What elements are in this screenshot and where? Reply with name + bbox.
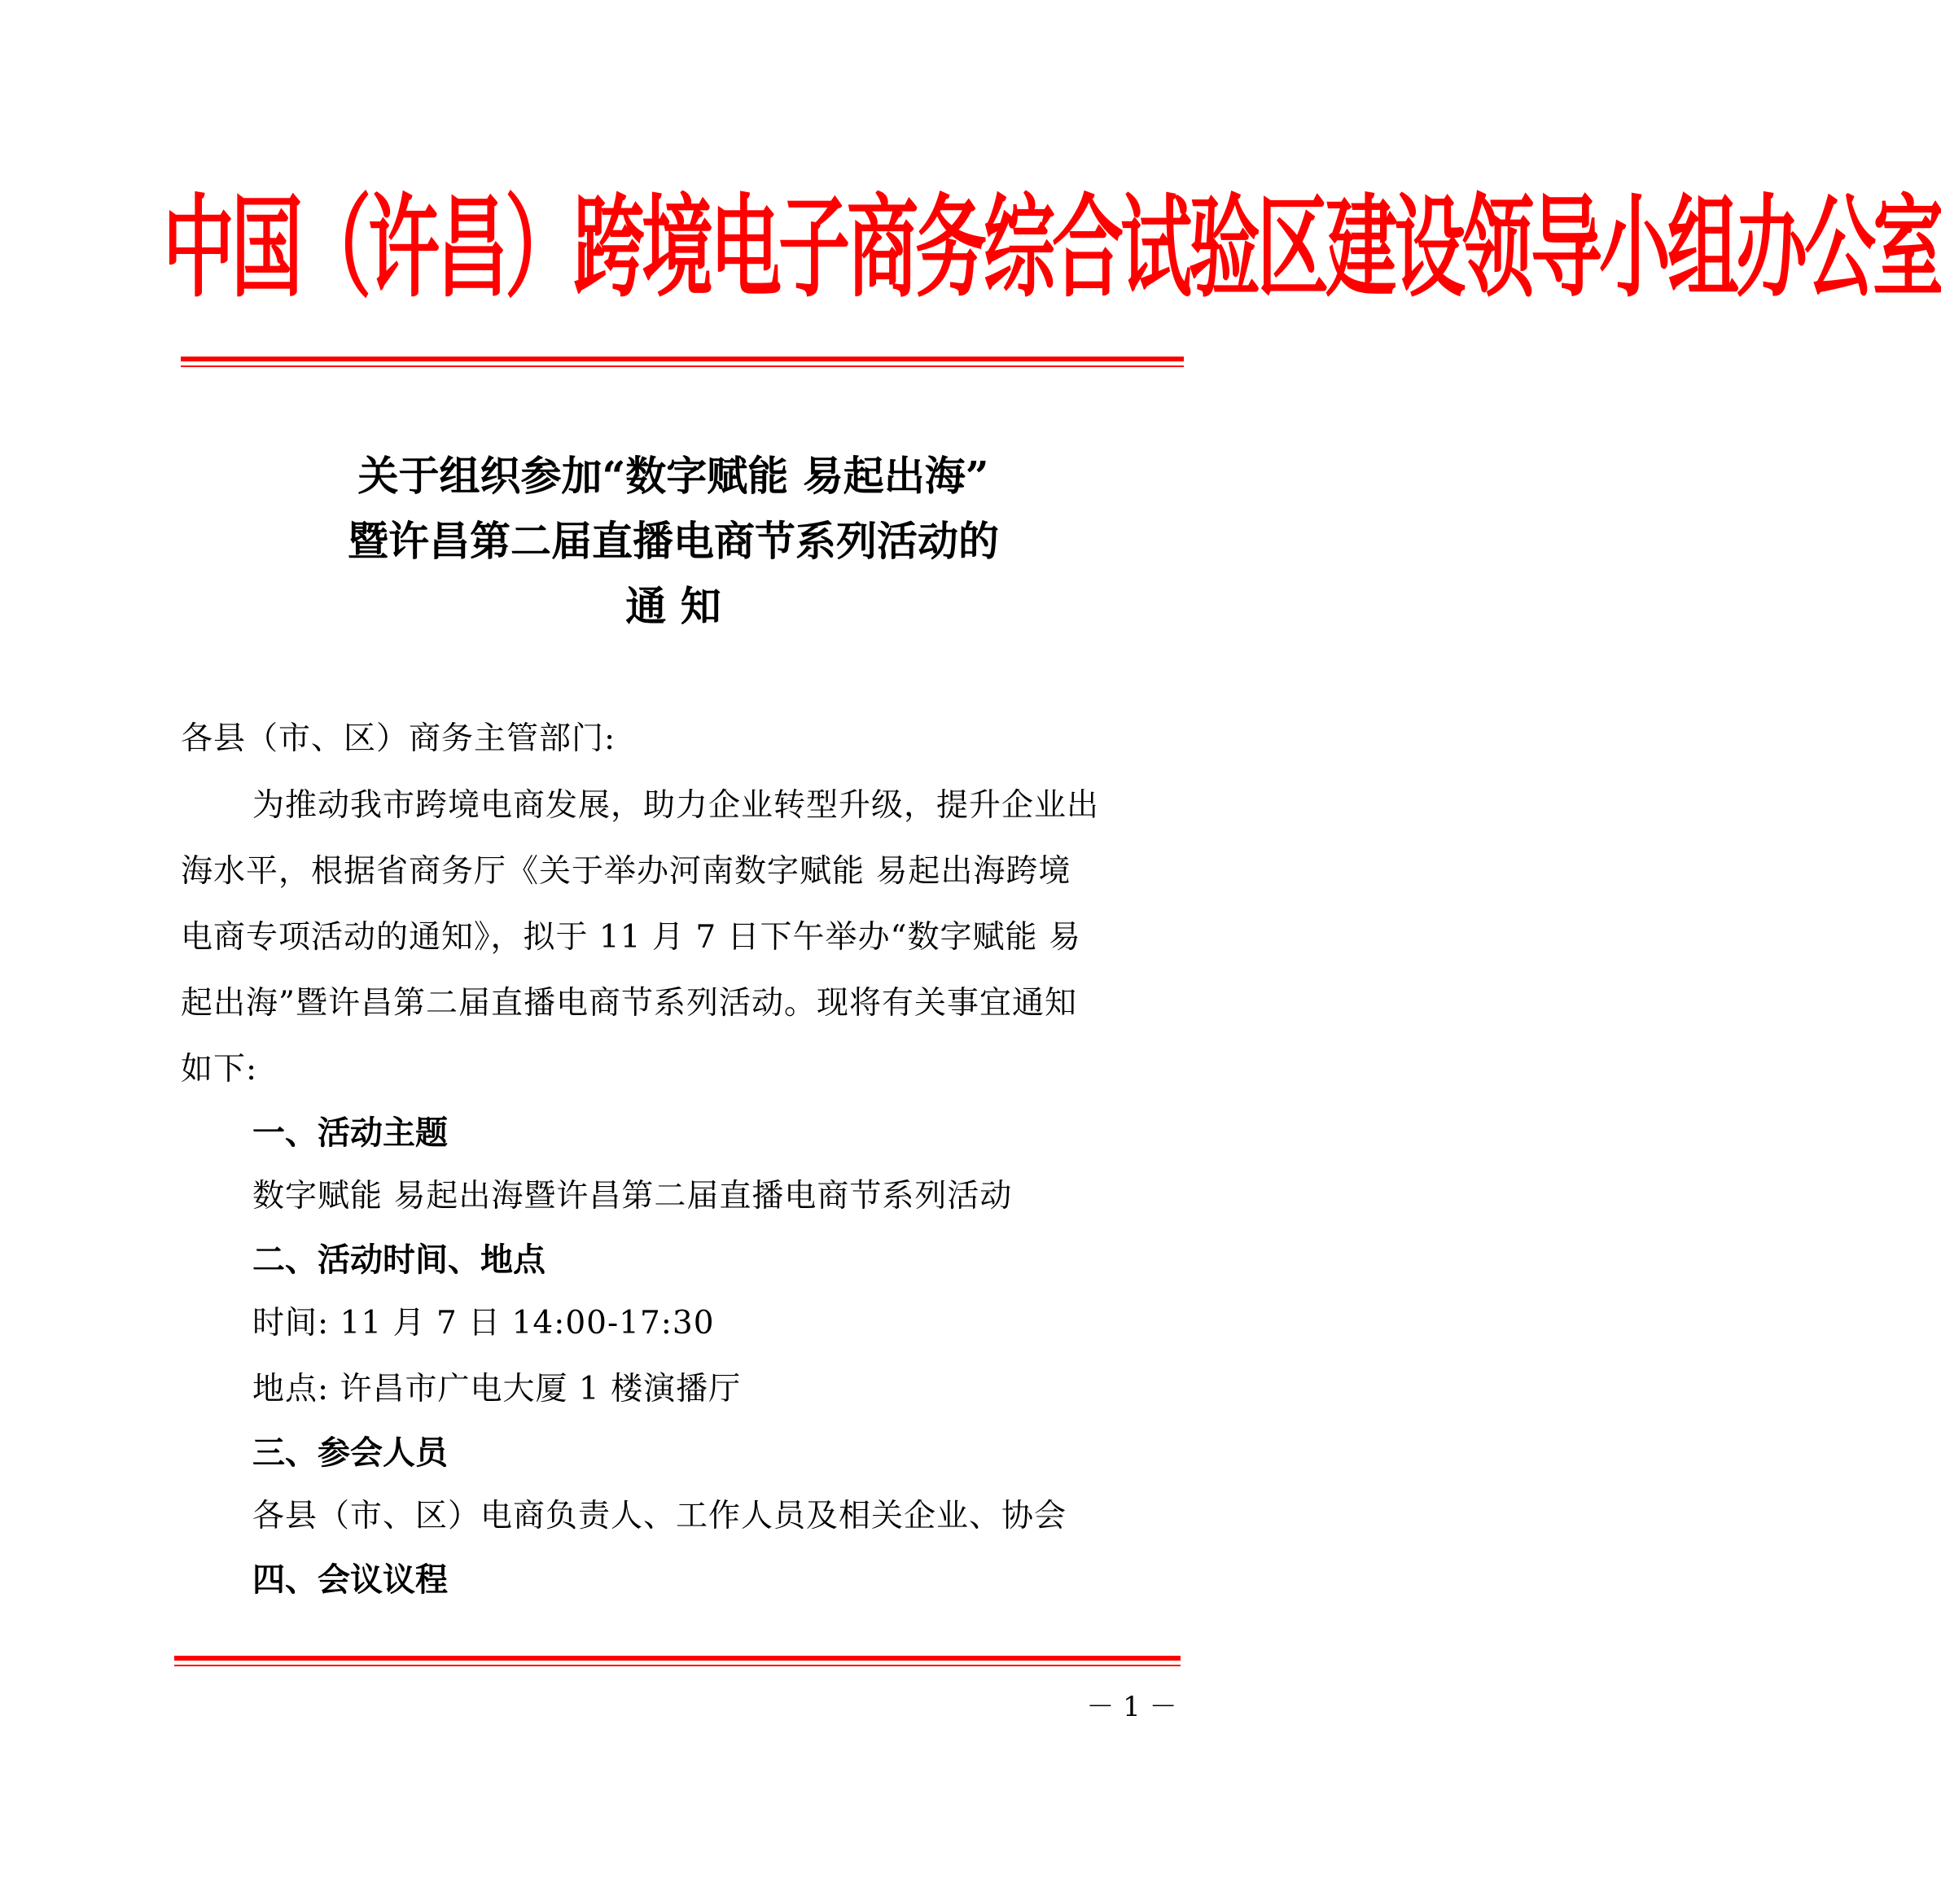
- header-rule-thin: [181, 365, 1184, 367]
- intro-line: 起出海”暨许昌第二届直播电商节系列活动。现将有关事宜通知: [181, 985, 1077, 1022]
- intro-line: 海水平，根据省商务厅《关于举办河南数字赋能 易起出海跨境: [181, 853, 1071, 890]
- section-line-theme: 数字赋能 易起出海暨许昌第二届直播电商节系列活动: [252, 1178, 1013, 1215]
- section-heading-theme: 一、活动主题: [252, 1114, 448, 1152]
- page-number: － 1 －: [1086, 1691, 1177, 1723]
- section-line-place: 地点: 许昌市广电大厦 1 楼演播厅: [252, 1371, 742, 1407]
- footer-rule-thick: [174, 1656, 1181, 1661]
- section-line-attendees: 各县（市、区）电商负责人、工作人员及相关企业、协会: [252, 1498, 1067, 1534]
- section-line-time: 时间: 11 月 7 日 14:00-17:30: [252, 1305, 715, 1342]
- footer-rule-thin: [174, 1665, 1181, 1666]
- intro-line: 如下:: [181, 1051, 258, 1088]
- doc-title-line-1: 关于组织参加“数字赋能 易起出海”: [357, 452, 989, 500]
- section-heading-attendees: 三、参会人员: [252, 1434, 448, 1472]
- section-heading-time-place: 二、活动时间、地点: [252, 1241, 545, 1279]
- intro-line: 电商专项活动的通知》，拟于 11 月 7 日下午举办“数字赋能 易: [181, 919, 1081, 956]
- section-heading-agenda: 四、会议议程: [252, 1561, 448, 1599]
- doc-title-line-2: 暨许昌第二届直播电商节系列活动的: [348, 517, 999, 565]
- intro-line: 为推动我市跨境电商发展，助力企业转型升级，提升企业出: [252, 787, 1100, 824]
- header-rule-thick: [181, 357, 1184, 361]
- salutation: 各县（市、区）商务主管部门:: [181, 720, 616, 757]
- letterhead-title: 中国（许昌）跨境电子商务综合试验区建设领导小组办公室: [163, 182, 1941, 313]
- doc-title-line-3: 通 知: [625, 582, 721, 630]
